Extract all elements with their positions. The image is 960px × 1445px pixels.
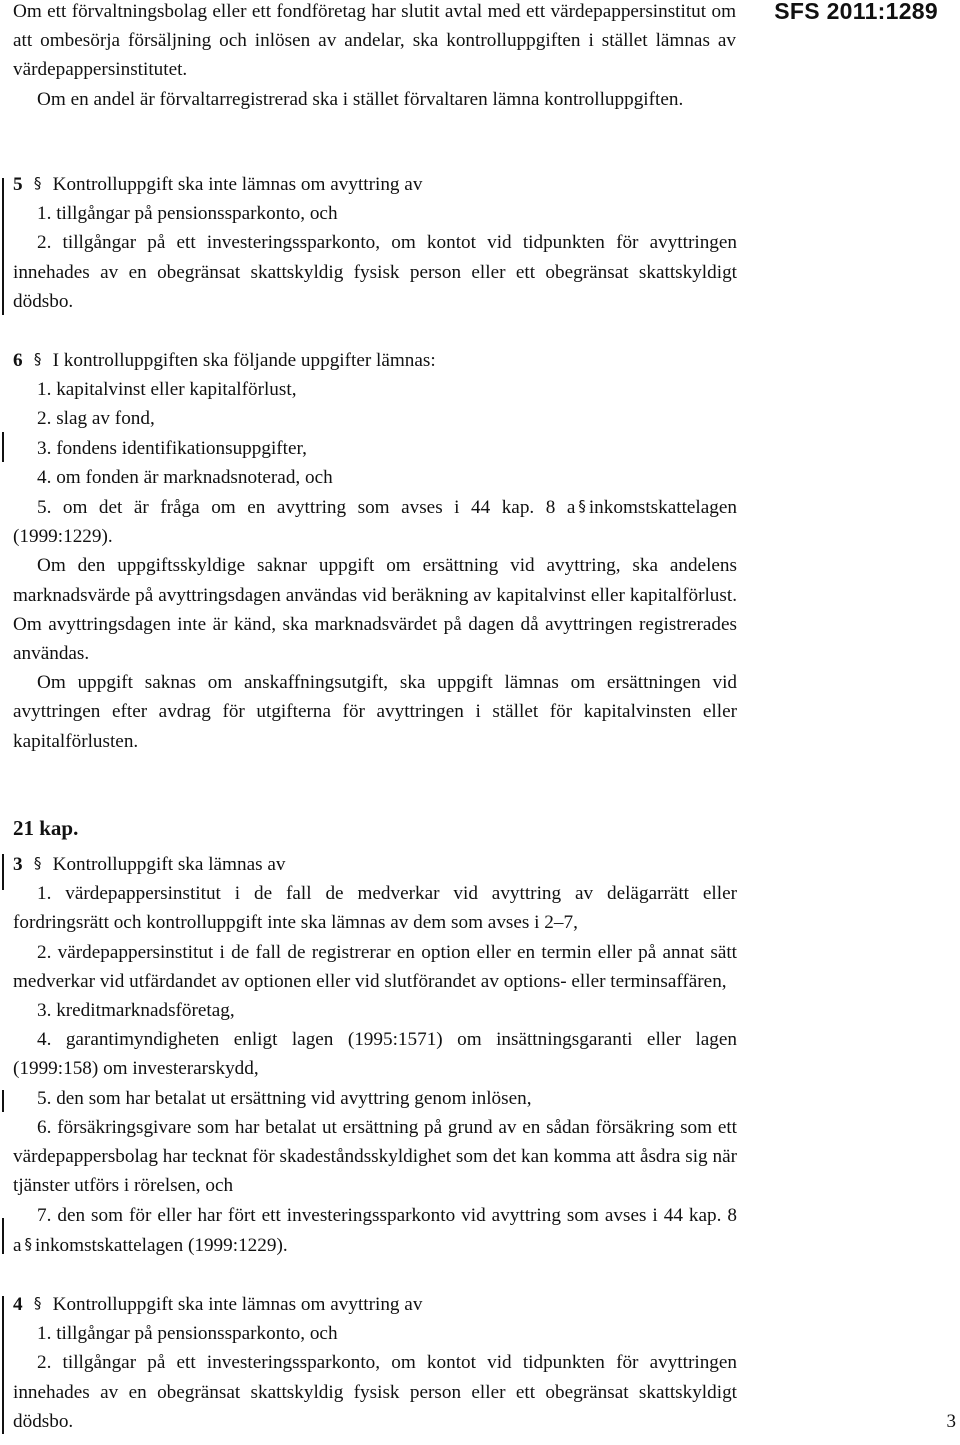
section-sign: § xyxy=(24,1234,33,1253)
page-body xyxy=(13,169,737,1436)
law-reference: inkomstskattelagen (1999:1229). xyxy=(35,1234,288,1256)
list-item: 6. försäkringsgivare som har betalat ut ersättning på grund av en sådan försäkring som ett värdepappersbolag har tecknat för skadeståndsskyldighet som det kan komma att åsdra sig när tjänster utförs i rörelsen, och xyxy=(13,1116,737,1197)
section-number: 6 xyxy=(13,350,23,372)
list-item xyxy=(13,1201,737,1260)
paragraph: Om uppgift saknas om anskaffningsutgift, ska uppgift lämnas om ersättningen vid avyttringen efter avdrag för utgifterna för avyttringen i stället för kapitalvinsten eller kapitalförlusten. xyxy=(13,672,737,752)
change-bar xyxy=(2,1090,4,1112)
list-item: 5. den som har betalat ut ersättning vid avyttring genom inlösen, xyxy=(37,1087,532,1109)
section-number: 4 xyxy=(13,1293,23,1315)
paragraph: Om ett förvaltningsbolag eller ett fondföretag har slutit avtal med ett värdepappersinstitut om att ombesörja försäljning och inlösen av andelar, ska kontrolluppgiften i stället lämnas av värdepappersinstitutet. xyxy=(13,1,736,81)
list-item: 1. kapitalvinst eller kapitalförlust, xyxy=(37,379,297,401)
section-sign: § xyxy=(33,350,42,369)
list-item: 3. fondens identifikationsuppgifter, xyxy=(37,437,307,459)
change-bar xyxy=(2,854,4,890)
list-item: 2. tillgångar på ett investeringssparkonto, om kontot vid tidpunkten för avyttringen innehades av en obegränsat skattskyldig fysisk person eller ett obegränsat skattskyldigt dödsbo. xyxy=(13,232,737,312)
paragraph: Om en andel är förvaltarregistrerad ska i stället förvaltaren lämna kontrolluppgiften. xyxy=(37,88,684,110)
section-4 xyxy=(13,1289,737,1436)
sfs-number: SFS 2011:1289 xyxy=(774,0,938,24)
section-5 xyxy=(13,169,737,316)
change-bar xyxy=(2,1218,4,1254)
list-item xyxy=(13,492,737,551)
section-sign: § xyxy=(33,854,42,873)
list-item-text: 7. den som för eller har fört ett investeringssparkonto vid avyttring som avses i 44 kap. 8 a xyxy=(13,1204,737,1256)
section-heading xyxy=(13,1289,737,1319)
list-item: 4. om fonden är marknadsnoterad, och xyxy=(37,466,333,488)
paragraph: Om den uppgiftsskyldige saknar uppgift om ersättning vid avyttring, ska andelens marknadsvärde på avyttringsdagen användas vid beräkning av kapitalvinst eller kapitalförlust. Om avyttringsdagen inte är känd, ska marknadsvärdet på dagen då avyttringen registrerades användas. xyxy=(13,555,737,665)
opening-paragraphs xyxy=(13,0,736,114)
list-item: 2. tillgångar på ett investeringssparkonto, om kontot vid tidpunkten för avyttringen innehades av en obegränsat skattskyldig fysisk person eller ett obegränsat skattskyldigt dödsbo. xyxy=(13,1352,737,1432)
list-item: 1. värdepappersinstitut i de fall de medverkar vid avyttring av delägarrätt eller fordringsrätt och kontrolluppgift inte ska lämnas av dem som avses i 2–7, xyxy=(13,883,737,934)
list-item-text: 5. om det är fråga om en avyttring som avses i 44 kap. 8 a xyxy=(37,497,576,519)
section-number: 5 xyxy=(13,174,23,195)
law-reference: inkomstskattelagen (1999:1229). xyxy=(13,497,737,548)
section-heading-text: Kontrolluppgift ska inte lämnas om avyttring av xyxy=(52,174,423,195)
section-sign: § xyxy=(33,174,42,192)
change-bar xyxy=(2,432,4,462)
list-item: 2. värdepappersinstitut i de fall de registrerar en option eller en termin eller på annat sätt medverkar vid utfärdandet av optionen eller vid slutförandet av options- eller terminsaffären, xyxy=(13,941,737,992)
page-number: 3 xyxy=(946,1411,956,1432)
section-sign: § xyxy=(578,497,586,516)
section-heading xyxy=(13,169,737,199)
list-item: 3. kreditmarknadsföretag, xyxy=(37,1000,235,1022)
section-3 xyxy=(13,849,737,1260)
section-heading-text: Kontrolluppgift ska inte lämnas om avyttring av xyxy=(52,1293,423,1315)
list-item: 1. tillgångar på pensionssparkonto, och xyxy=(37,203,338,225)
chapter-heading: 21 kap. xyxy=(13,815,79,840)
section-heading xyxy=(13,849,737,879)
section-6 xyxy=(13,345,737,756)
list-item: 4. garantimyndigheten enligt lagen (1995:1571) om insättningsgaranti eller lagen (1999:158) om investerarskydd, xyxy=(13,1029,737,1080)
change-bar xyxy=(2,1296,4,1434)
section-heading-text: Kontrolluppgift ska lämnas av xyxy=(52,854,286,876)
section-heading-text: I kontrolluppgiften ska följande uppgifter lämnas: xyxy=(52,350,436,372)
change-bar xyxy=(2,178,4,315)
section-number: 3 xyxy=(13,854,23,876)
list-item: 1. tillgångar på pensionssparkonto, och xyxy=(37,1323,338,1345)
section-sign: § xyxy=(33,1293,42,1312)
list-item: 2. slag av fond, xyxy=(37,408,155,430)
section-heading xyxy=(13,345,737,375)
